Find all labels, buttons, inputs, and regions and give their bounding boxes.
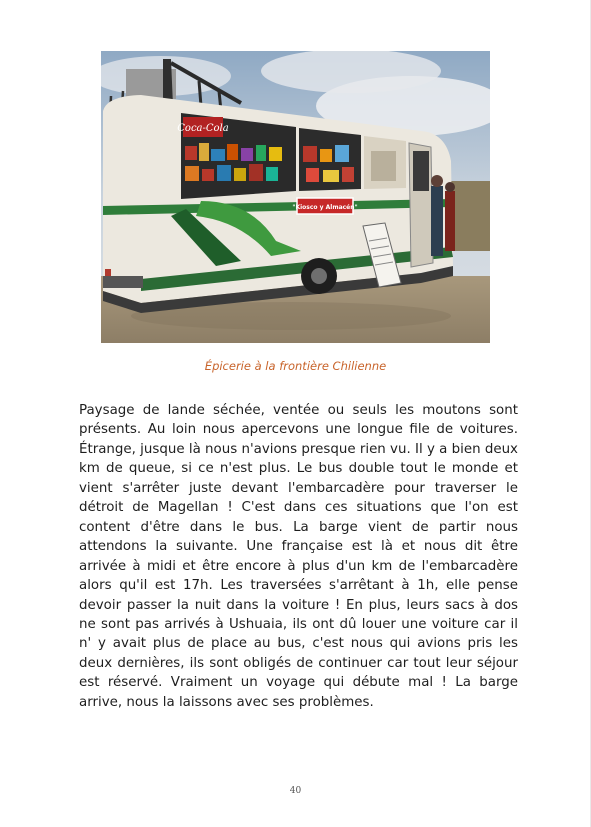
bus-kiosk-photo	[101, 51, 490, 343]
person	[431, 186, 443, 256]
page-number: 40	[289, 786, 302, 796]
body-paragraph: Paysage de lande séchée, ventée ou seuls les moutons sont présents. Au loin nous apercevons une longue file de voitures. Étrange, jusque là nous n'avions presque rien vu. Il y a bien deux km de queue, si ce n'est plus. Le bus double tout le monde et vient s'arrêter juste devant l'embarcadère pour traverser le détroit de Magellan ! C'est dans ces situations que l'on est content d'être dans le bus. La barge vient de partir nous attendons la suivante. Une française est là et nous dit être arrivée à midi et être encore à plus d'un km de l'embarcadère alors qu'il est 17h. Les traversées s'arrêtant à 1h, elle pense devoir passer la nuit dans la voiture ! En plus, leurs sacs à dos ne sont pas arrivés à Ushuaia, ils ont dû louer une voiture car il n' y avait plus de place au bus, c'est nous qui avions pris les deux dernières, ils sont obligés de continuer car tout leur séjour est réservé. Vraiment un voyage qui débute mal ! La barge arrive, nous la laissons avec ses problèmes.	[79, 403, 518, 710]
coca-cola-sign-text: Coca-Cola	[177, 123, 229, 134]
kiosco-sign-text: "Kiosco y Almacén"	[292, 204, 358, 211]
figure-caption: Épicerie à la frontière Chilienne	[204, 359, 387, 373]
